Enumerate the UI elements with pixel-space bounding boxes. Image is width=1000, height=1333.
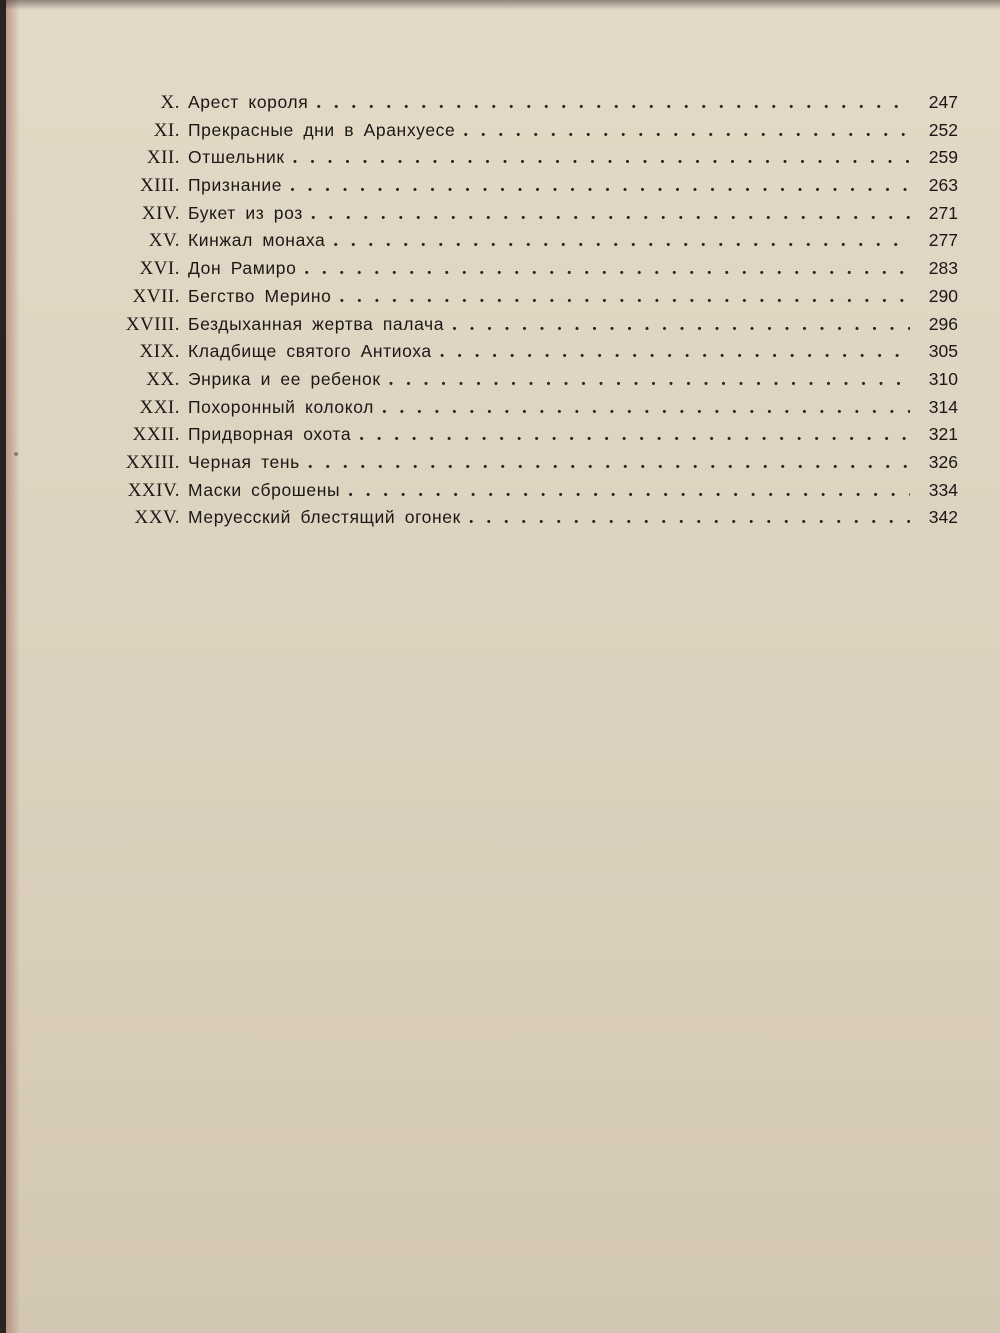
chapter-title: Признание	[188, 175, 283, 196]
table-of-contents	[106, 92, 958, 535]
chapter-number: XXIV.	[127, 479, 180, 501]
chapter-number: XXIII.	[125, 451, 180, 473]
book-page	[6, 0, 1000, 1333]
chapter-title: Меруесский блестящий огонек	[188, 507, 461, 528]
dot-leader	[469, 507, 910, 529]
toc-entry	[106, 286, 958, 314]
toc-entry	[106, 203, 958, 231]
dot-leader	[308, 452, 910, 474]
dot-leader	[304, 258, 910, 280]
chapter-title: Прекрасные дни в Аранхуесе	[188, 119, 456, 140]
dot-leader	[452, 314, 910, 336]
chapter-title: Дон Рамиро	[188, 258, 297, 279]
page-number: 259	[928, 147, 958, 168]
page-number: 263	[928, 175, 958, 196]
dot-leader	[290, 175, 910, 197]
toc-entry	[106, 369, 958, 397]
chapter-title: Похоронный колокол	[188, 396, 374, 417]
page-number: 326	[928, 451, 958, 472]
page-number: 321	[928, 424, 958, 445]
chapter-title: Бегство Мерино	[188, 285, 332, 306]
chapter-title: Черная тень	[188, 451, 300, 472]
page-number: 290	[928, 285, 958, 306]
page-number: 252	[928, 119, 958, 140]
page-number: 334	[928, 479, 958, 500]
page-number: 342	[928, 507, 958, 528]
dot-leader	[463, 120, 910, 142]
chapter-title: Кладбище святого Антиоха	[188, 341, 432, 362]
chapter-number: XVIII.	[125, 313, 180, 335]
dot-leader	[311, 203, 910, 225]
dot-leader	[359, 424, 910, 446]
chapter-title: Отшельник	[188, 147, 285, 168]
page-number: 310	[928, 368, 958, 389]
toc-entry	[106, 120, 958, 148]
chapter-title: Бездыханная жертва палача	[188, 313, 445, 334]
page-number: 305	[928, 341, 958, 362]
toc-entry	[106, 92, 958, 120]
page-number: 283	[928, 258, 958, 279]
chapter-number: X.	[160, 92, 180, 113]
toc-entry	[106, 258, 958, 286]
dot-leader	[316, 92, 910, 114]
toc-entry	[106, 230, 958, 258]
toc-entry	[106, 147, 958, 175]
chapter-number: XIX.	[139, 341, 180, 363]
chapter-number: XV.	[148, 230, 180, 252]
page-number: 271	[928, 202, 958, 223]
dot-leader	[293, 147, 910, 169]
page-number: 314	[928, 396, 958, 417]
chapter-title: Кинжал монаха	[188, 230, 326, 251]
chapter-title: Придворная охота	[188, 424, 352, 445]
chapter-number: XX.	[146, 368, 180, 390]
chapter-number: XXI.	[139, 396, 180, 418]
dot-leader	[333, 230, 910, 252]
chapter-number: XVI.	[139, 258, 180, 280]
chapter-number: XVII.	[132, 285, 180, 307]
page-number: 296	[928, 313, 958, 334]
toc-entry	[106, 175, 958, 203]
chapter-title: Арест короля	[188, 92, 309, 112]
chapter-title: Букет из роз	[188, 202, 303, 223]
toc-entry	[106, 507, 958, 535]
dot-leader	[382, 397, 910, 419]
chapter-number: XII.	[146, 147, 180, 169]
dot-leader	[348, 480, 910, 502]
toc-entry	[106, 397, 958, 425]
binding-hole	[14, 452, 18, 456]
chapter-number: XXII.	[132, 424, 180, 446]
toc-entry	[106, 480, 958, 508]
chapter-number: XXV.	[134, 507, 180, 529]
chapter-number: XIV.	[141, 202, 180, 224]
page-number: 247	[928, 92, 958, 112]
toc-entry	[106, 341, 958, 369]
chapter-title: Маски сброшены	[188, 479, 341, 500]
dot-leader	[389, 369, 910, 391]
dot-leader	[440, 341, 910, 363]
chapter-title: Энрика и ее ребенок	[188, 368, 381, 389]
toc-entry	[106, 424, 958, 452]
toc-entry	[106, 314, 958, 342]
chapter-number: XIII.	[140, 175, 180, 197]
chapter-number: XI.	[153, 119, 180, 141]
dot-leader	[340, 286, 911, 308]
toc-entry	[106, 452, 958, 480]
page-number: 277	[928, 230, 958, 251]
